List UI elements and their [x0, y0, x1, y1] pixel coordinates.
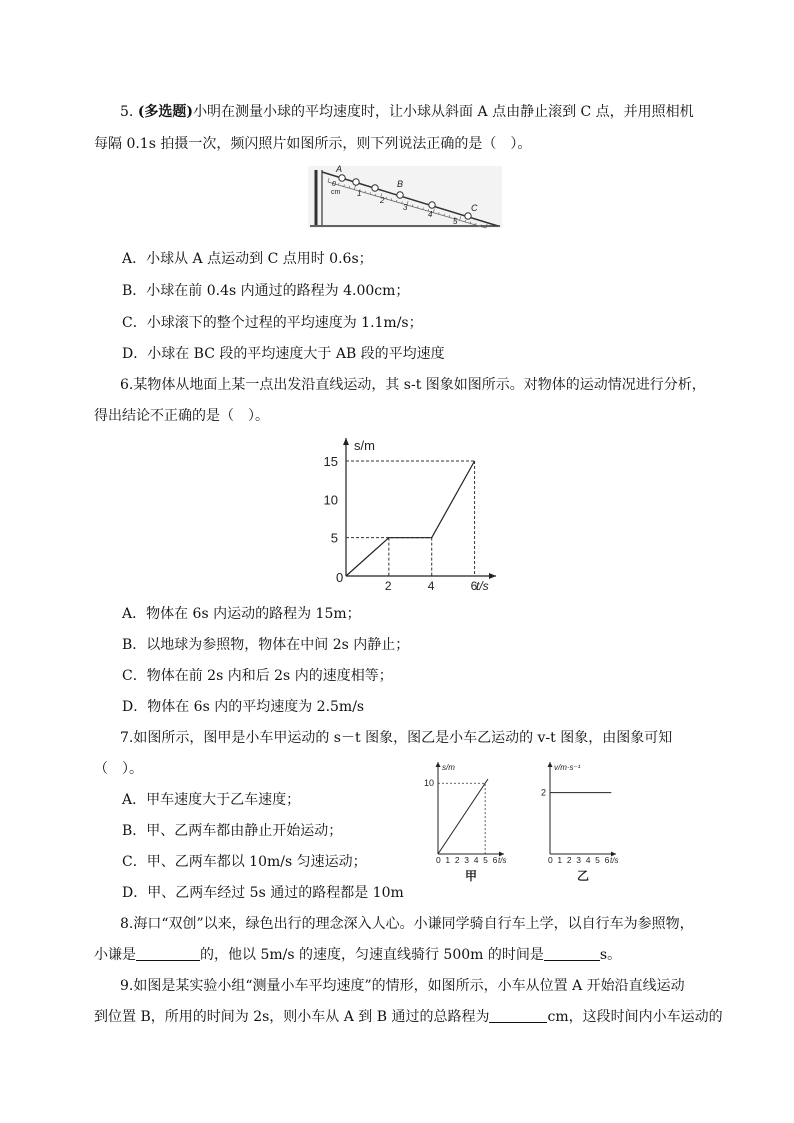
q7-chart-jia [418, 758, 510, 886]
x-tick-label: 5 [595, 855, 600, 865]
ruler-unit: cm [331, 189, 341, 196]
x-axis-label: t/s [498, 856, 507, 865]
y-tick-label: 10 [323, 492, 338, 508]
x-tick-label: 3 [576, 855, 582, 865]
ball-1 [339, 175, 345, 181]
q5-option-b: B．小球在前 0.4s 内通过的路程为 4.00cm； [122, 283, 410, 299]
ball-6 [465, 213, 471, 219]
y-axis-arrow [548, 762, 553, 767]
ball-4 [397, 192, 403, 198]
q8-blank-2[interactable] [544, 946, 600, 961]
q7-option-a: A．甲车速度大于乙车速度； [122, 792, 301, 808]
y-tick-label: 10 [423, 778, 434, 789]
q7-option-d: D．甲、乙两车经过 5s 通过的路程都是 10m [122, 885, 404, 901]
x-axis-label: t/s [476, 579, 489, 593]
y-axis-label: s/m [354, 438, 375, 453]
ball-5 [429, 202, 435, 208]
x-tick-label: 2 [566, 855, 572, 865]
ruler-tick-2: 2 [380, 196, 385, 205]
q6-st-chart [320, 436, 500, 593]
st-line [438, 779, 488, 854]
q5-stem-1: 小明在测量小球的平均速度时，让小球从斜面 A 点由静止滚到 C 点，并用照相机 [193, 104, 694, 120]
x-axis-label: t/s [610, 856, 619, 865]
q5-line-1 [120, 102, 694, 122]
q8-text-c: s。 [599, 947, 622, 963]
x-tick-label: 1 [557, 855, 563, 865]
x-tick-label: 4 [473, 855, 479, 865]
y-axis-label: s/m [442, 763, 455, 772]
q6-stem-2: 得出结论不正确的是（ ）。 [94, 408, 269, 424]
q9-blank-1[interactable] [489, 1008, 547, 1023]
ruler-tick-1: 1 [357, 189, 362, 198]
q7-option-b: B．甲、乙两车都由静止开始运动； [122, 823, 343, 839]
y-axis-label: v/m·s⁻¹ [554, 763, 581, 772]
q5-incline-figure [308, 166, 502, 230]
q9-stem-2 [94, 1007, 723, 1027]
q9-text-a: 到位置 B，所用的时间为 2s，则小车从 A 到 B 通过的总路程为 [94, 1009, 490, 1025]
x-tick-label: 0 [436, 855, 441, 865]
ruler-tick-0: 0 [332, 181, 336, 188]
q8-text-b: 的，他以 5m/s 的速度，匀速直线骑行 500m 的时间是 [200, 947, 544, 963]
x-tick-label: 4 [585, 855, 591, 865]
point-b: B [397, 179, 404, 189]
ruler-tick-3: 3 [403, 203, 408, 212]
x-tick-label: 6 [604, 855, 610, 865]
q5-tag: (多选题) [137, 104, 194, 120]
origin-label: 0 [336, 570, 344, 585]
ruler-tick-5: 5 [453, 217, 458, 226]
q5-option-a: A．小球从 A 点运动到 C 点用时 0.6s； [122, 251, 373, 267]
point-a: A [336, 164, 343, 174]
q5-number: 5. [120, 104, 134, 120]
x-tick-label: 6 [492, 855, 498, 865]
q6-stem-1: 6.某物体从地面上某一点出发沿直线运动，其 s-t 图象如图所示。对物体的运动情况进行分析， [120, 377, 706, 393]
q6-option-a: A．物体在 6s 内运动的路程为 15m； [122, 606, 361, 622]
x-tick-label: 1 [445, 855, 451, 865]
q7-stem-1: 7.如图所示，图甲是小车甲运动的 s－t 图象，图乙是小车乙运动的 v-t 图象，由图象可知 [120, 730, 673, 746]
y-tick-label: 2 [540, 787, 546, 798]
q6-option-d: D．物体在 6s 内的平均速度为 2.5m/s [122, 699, 365, 715]
q7-stem-2: （ ）。 [94, 761, 143, 777]
x-tick-label: 2 [384, 579, 392, 593]
q8-blank-1[interactable] [136, 946, 200, 961]
y-tick-label: 15 [323, 454, 338, 469]
q6-option-b: B．以地球为参照物，物体在中间 2s 内静止； [122, 637, 410, 653]
q5-option-d: D．小球在 BC 段的平均速度大于 AB 段的平均速度 [122, 346, 445, 362]
x-tick-label: 2 [454, 855, 460, 865]
x-tick-label: 3 [464, 855, 470, 865]
y-axis-arrow [343, 438, 349, 445]
y-tick-label: 5 [330, 530, 338, 546]
q9-text-b: cm，这段时间内小车运动的 [547, 1009, 723, 1025]
q7-option-c: C．甲、乙两车都以 10m/s 匀速运动； [122, 854, 367, 870]
st-line [346, 461, 475, 576]
chart-caption: 乙 [577, 869, 590, 883]
q8-text-a: 小谦是 [94, 947, 136, 963]
x-tick-label: 4 [427, 579, 435, 593]
ball-2 [353, 179, 359, 185]
q9-stem-1: 9.如图是某实验小组“测量小车平均速度”的情形，如图所示，小车从位置 A 开始沿直线运动 [120, 978, 685, 994]
chart-caption: 甲 [465, 869, 478, 883]
x-tick-label: 6 [470, 579, 478, 593]
ruler-tick-4: 4 [428, 210, 433, 219]
point-c: C [471, 203, 478, 213]
q6-option-c: C．物体在前 2s 内和后 2s 内的速度相等； [122, 668, 393, 684]
y-axis-arrow [436, 762, 441, 767]
x-tick-label: 0 [548, 855, 553, 865]
x-tick-label: 5 [483, 855, 488, 865]
ball-3 [372, 185, 378, 191]
q5-stem-2: 每隔 0.1s 拍摄一次，频闪照片如图所示，则下列说法正确的是（ ）。 [94, 136, 532, 152]
q7-chart-yi [530, 758, 622, 886]
q5-option-c: C．小球滚下的整个过程的平均速度为 1.1m/s； [122, 315, 423, 331]
x-axis-arrow [489, 573, 496, 579]
q8-stem-1: 8.海口“双创”以来，绿色出行的理念深入人心。小谦同学骑自行车上学，以自行车为参照物， [120, 916, 694, 932]
q8-stem-2 [94, 945, 621, 965]
